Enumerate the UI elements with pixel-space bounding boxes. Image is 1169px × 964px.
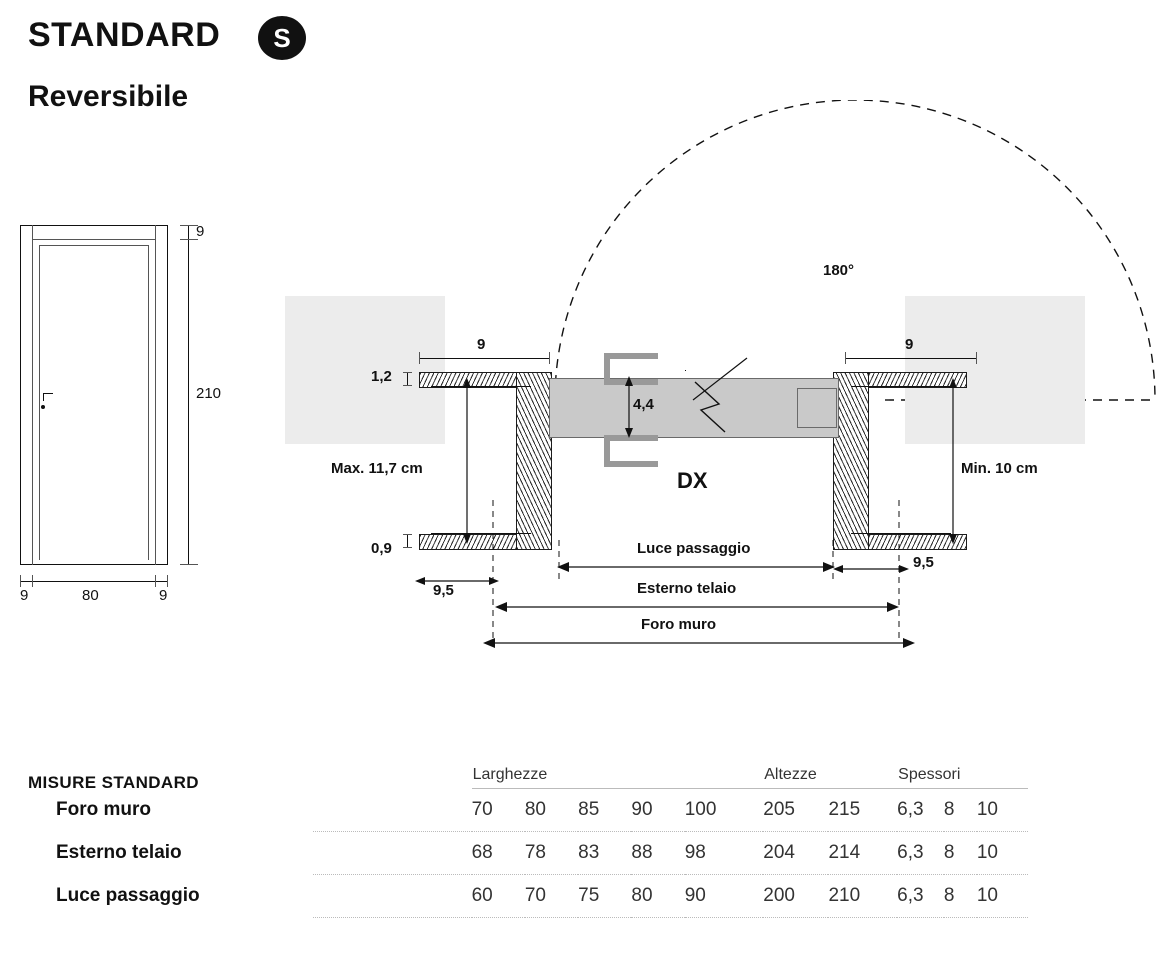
row-label-luce-passaggio: Luce passaggio [56,885,200,906]
cell: 85 [578,799,600,820]
frame-right-depth-label: 9 [905,336,914,353]
elevation-top-thickness-label: 9 [196,223,205,240]
cell: 205 [763,799,795,820]
cell: 10 [976,885,998,906]
standard-badge: S [258,16,306,60]
top-stop-label: 1,2 [371,368,392,385]
row-label-foro-muro: Foro muro [56,798,151,820]
cell: 8 [943,842,955,863]
cell: 6,3 [897,842,924,863]
cell: 8 [943,799,955,820]
cell: 210 [828,885,861,906]
cell: 83 [578,842,600,863]
frame-left-depth-label: 9 [477,336,486,353]
foro-muro-label: Foro muro [641,616,716,633]
cell: 75 [578,885,600,906]
cell: 70 [471,799,493,820]
foro-muro-dim [481,628,1161,658]
table-row [313,875,1028,918]
table-row [313,789,1028,832]
right-offset-label: 9,5 [913,554,934,571]
cell: 60 [471,885,493,906]
door-plan-drawing [285,100,1165,670]
wall-right-band [905,296,1085,444]
wall-left-band [285,296,445,444]
cell: 214 [828,842,861,863]
misure-standard-title: MISURE STANDARD [28,773,199,792]
table-group-header-row [313,765,1028,789]
page-subtitle: Reversibile [28,80,189,113]
elevation-leaf-width-label: 80 [82,587,99,604]
bottom-stop-label: 0,9 [371,540,392,557]
group-header-altezze: Altezze [763,765,897,789]
angle-label: 180° [823,262,855,279]
elevation-height-label: 210 [196,385,222,402]
cell: 10 [976,799,998,820]
cell: 80 [631,885,653,906]
cell: 200 [763,885,795,906]
table-row [313,832,1028,875]
leaf-thickness-label: 4,4 [633,396,654,413]
luce-passaggio-label: Luce passaggio [637,540,751,557]
cell: 8 [943,885,955,906]
cell: 10 [976,842,998,863]
cell: 204 [763,842,795,863]
cell: 80 [524,799,546,820]
cell: 6,3 [897,885,924,906]
page-title: STANDARD [28,16,221,54]
wall-max-label: Max. 11,7 cm [331,460,423,477]
esterno-telaio-label: Esterno telaio [637,580,737,597]
cell: 98 [684,842,706,863]
cell: 100 [684,799,717,820]
group-header-spessori: Spessori [897,765,1028,789]
cell: 78 [524,842,546,863]
esterno-telaio-dim [493,592,1143,622]
row-label-esterno-telaio: Esterno telaio [56,842,182,863]
cell: 88 [631,842,653,863]
cell: 70 [524,885,546,906]
leaf-lock-box [797,388,837,428]
door-elevation-drawing [20,225,280,625]
left-offset-label: 9,5 [433,582,454,599]
cell: 68 [471,842,493,863]
wall-min-label: Min. 10 cm [961,460,1038,477]
cell: 215 [828,799,861,820]
hand-label: DX [677,468,708,493]
cell: 90 [684,885,706,906]
elevation-right-jamb-label: 9 [159,587,168,604]
cell: 90 [631,799,653,820]
cell: 6,3 [897,799,924,820]
elevation-left-jamb-label: 9 [20,587,29,604]
group-header-larghezze: Larghezze [472,765,764,789]
right-offset-dim [833,556,953,582]
